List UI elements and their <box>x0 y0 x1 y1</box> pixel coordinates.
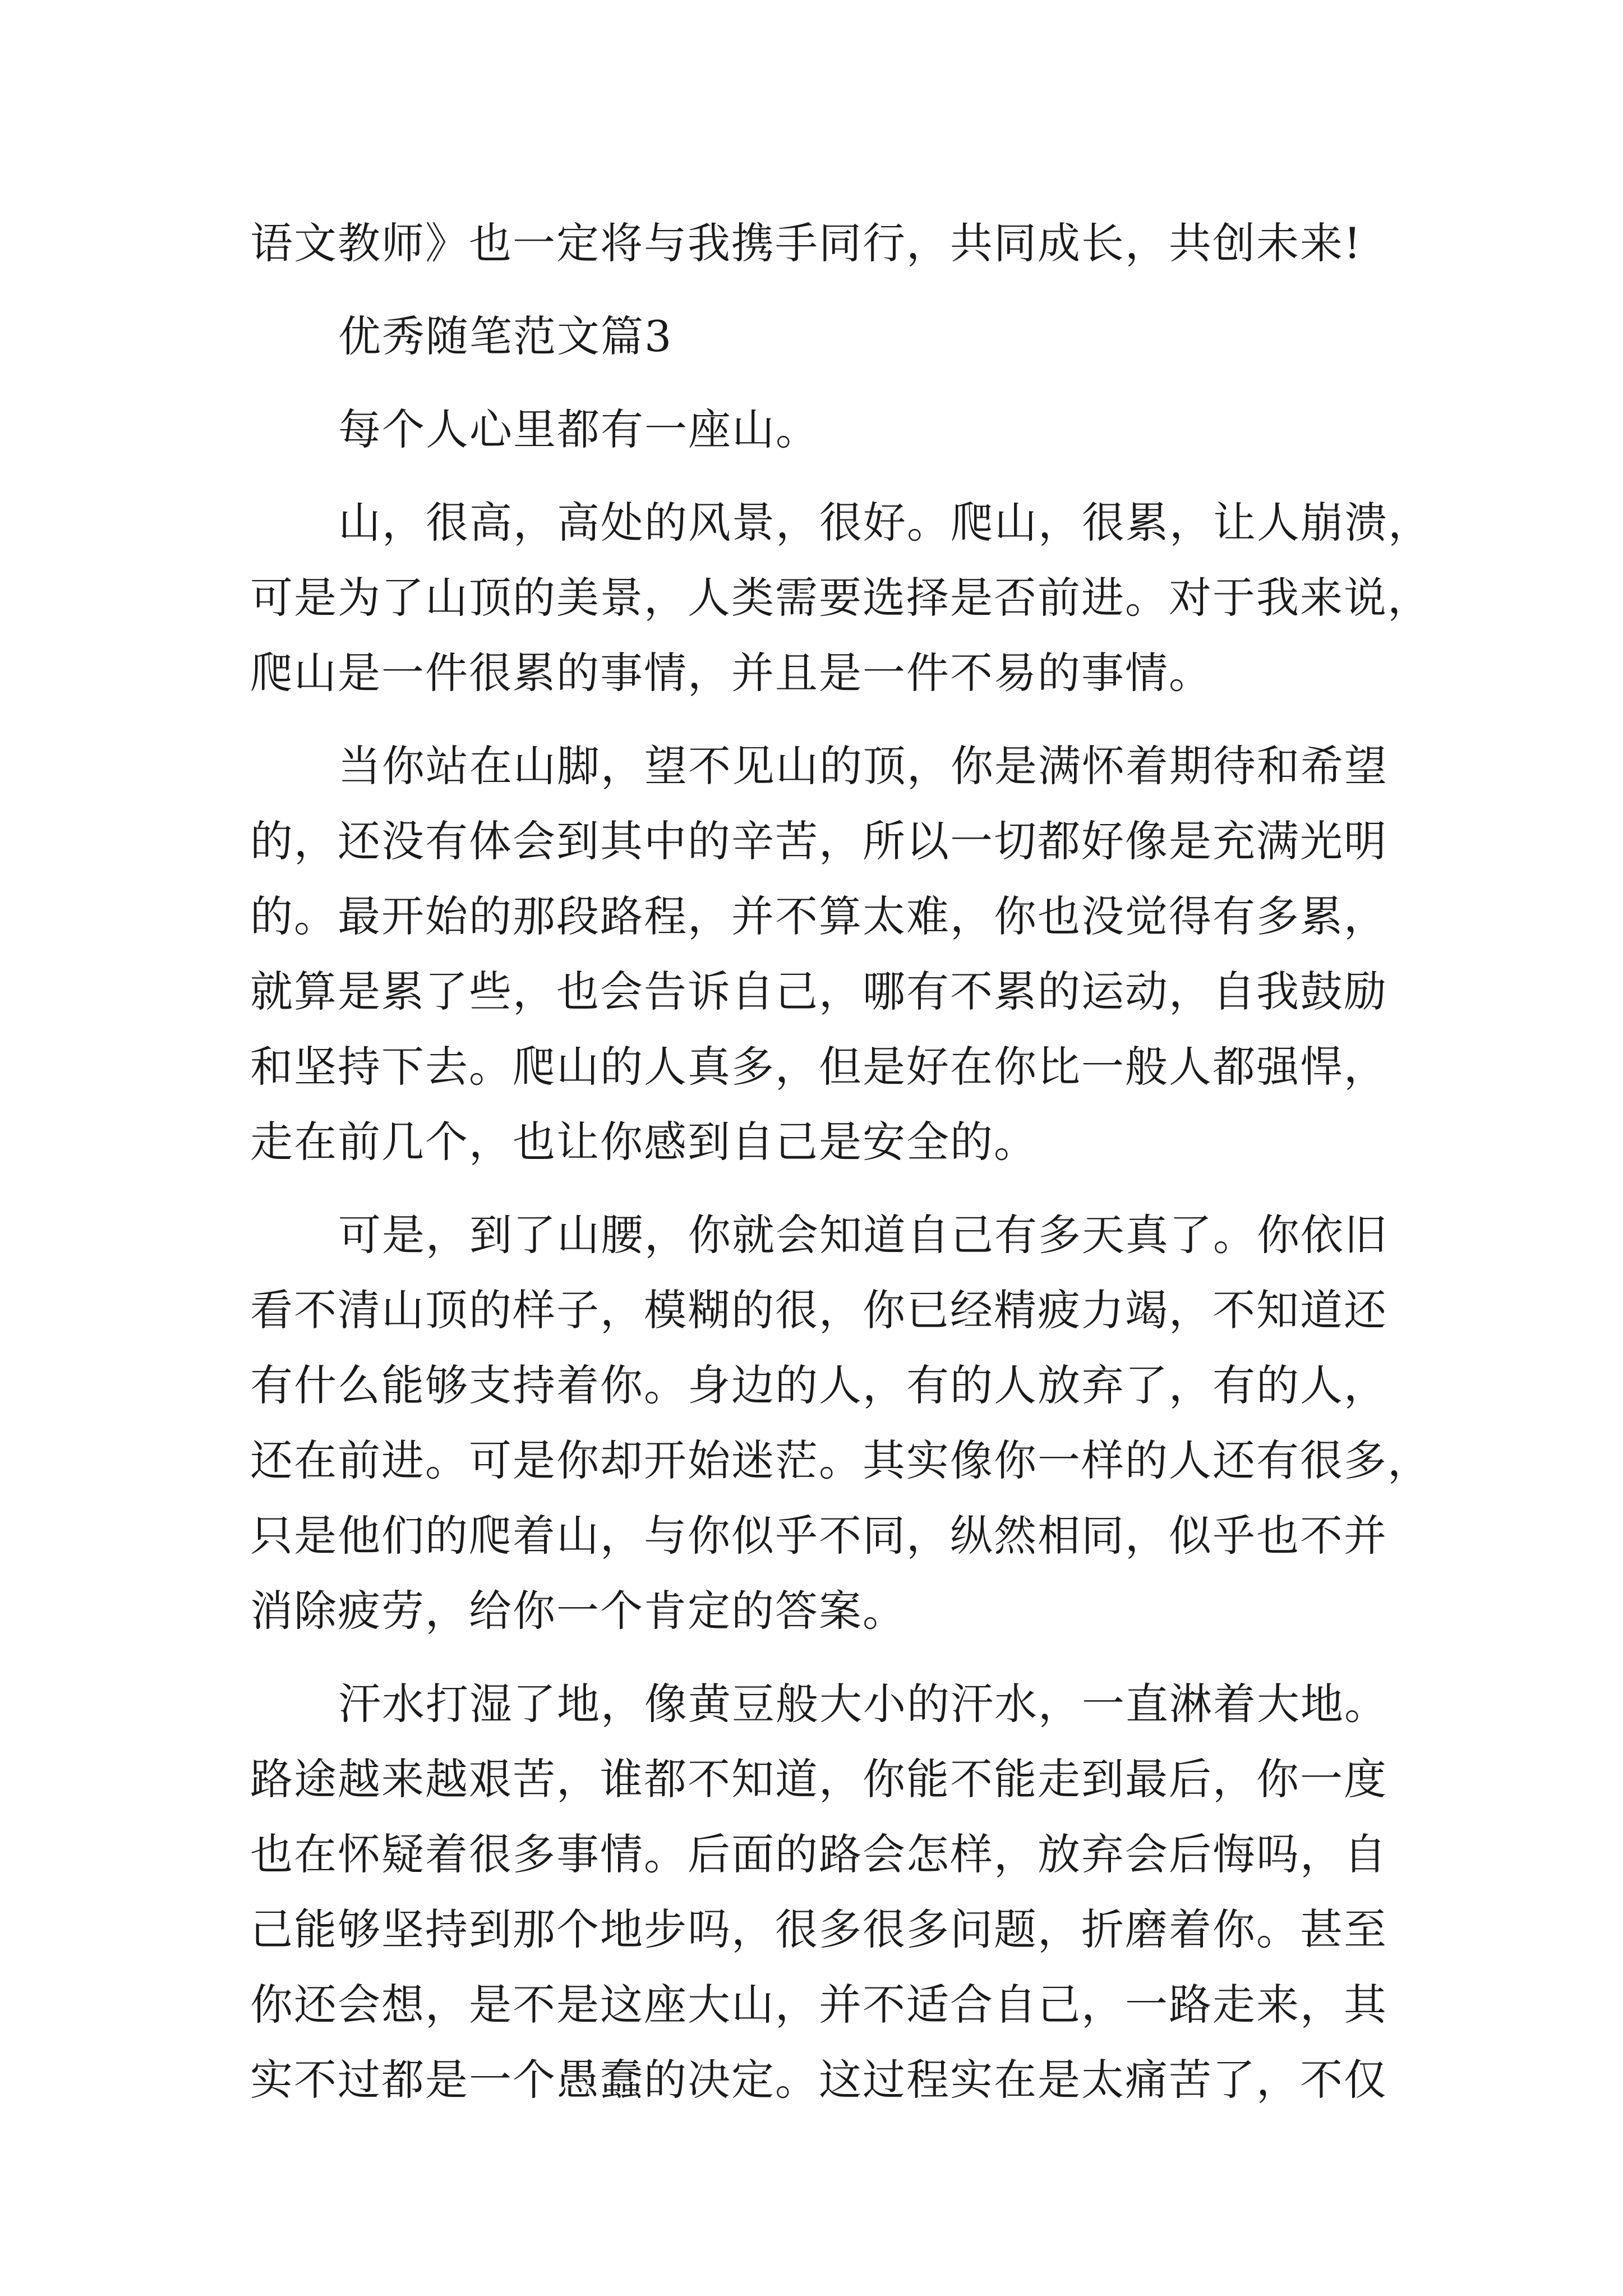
section-heading: 优秀随笔范文篇3 <box>338 311 673 361</box>
body-text-line: 的，还没有体会到其中的辛苦，所以一切都好像是充满光明 <box>250 816 1387 866</box>
body-text-line: 看不清山顶的样子，模糊的很，你已经精疲力竭，不知道还 <box>250 1285 1387 1335</box>
body-text-line: 只是他们的爬着山，与你似乎不同，纵然相同，似乎也不并 <box>250 1511 1387 1561</box>
body-text-line: 己能够坚持到那个地步吗，很多很多问题，折磨着你。甚至 <box>250 1904 1387 1954</box>
body-text-line: 你还会想，是不是这座大山，并不适合自己，一路走来，其 <box>250 1980 1387 2030</box>
body-text-line: 和坚持下去。爬山的人真多，但是好在你比一般人都强悍， <box>250 1042 1387 1092</box>
body-text-line: 可是为了山顶的美景，人类需要选择是否前进。对于我来说， <box>250 573 1431 623</box>
body-text-line: 汗水打湿了地，像黄豆般大小的汗水，一直淋着大地。 <box>338 1679 1388 1729</box>
body-text-line: 就算是累了些，也会告诉自己，哪有不累的运动，自我鼓励 <box>250 967 1387 1016</box>
body-text-line: 爬山是一件很累的事情，并且是一件不易的事情。 <box>250 648 1212 698</box>
body-text-line: 还在前进。可是你却开始迷茫。其实像你一样的人还有很多， <box>250 1435 1431 1485</box>
body-text-line: 山，很高，高处的风景，很好。爬山，很累，让人崩溃， <box>338 498 1432 547</box>
body-text-line: 可是，到了山腰，你就会知道自己有多天真了。你依旧 <box>338 1210 1388 1260</box>
body-text-line: 走在前几个，也让你感到自己是安全的。 <box>250 1117 1038 1167</box>
body-text-line: 消除疲劳，给你一个肯定的答案。 <box>250 1586 906 1636</box>
body-text-line: 语文教师》也一定将与我携手同行，共同成长，共创未来! <box>250 218 1362 268</box>
body-text-line: 路途越来越艰苦，谁都不知道，你能不能走到最后，你一度 <box>250 1754 1387 1804</box>
body-text-line: 的。最开始的那段路程，并不算太难，你也没觉得有多累， <box>250 891 1387 941</box>
body-text-line: 有什么能够支持着你。身边的人，有的人放弃了，有的人， <box>250 1360 1387 1410</box>
body-text-line: 也在怀疑着很多事情。后面的路会怎样，放弃会后悔吗，自 <box>250 1829 1387 1879</box>
body-text-line: 实不过都是一个愚蠢的决定。这过程实在是太痛苦了，不仅 <box>250 2055 1387 2105</box>
body-text-line: 每个人心里都有一座山。 <box>338 404 819 454</box>
body-text-line: 当你站在山脚，望不见山的顶，你是满怀着期待和希望 <box>338 741 1388 791</box>
